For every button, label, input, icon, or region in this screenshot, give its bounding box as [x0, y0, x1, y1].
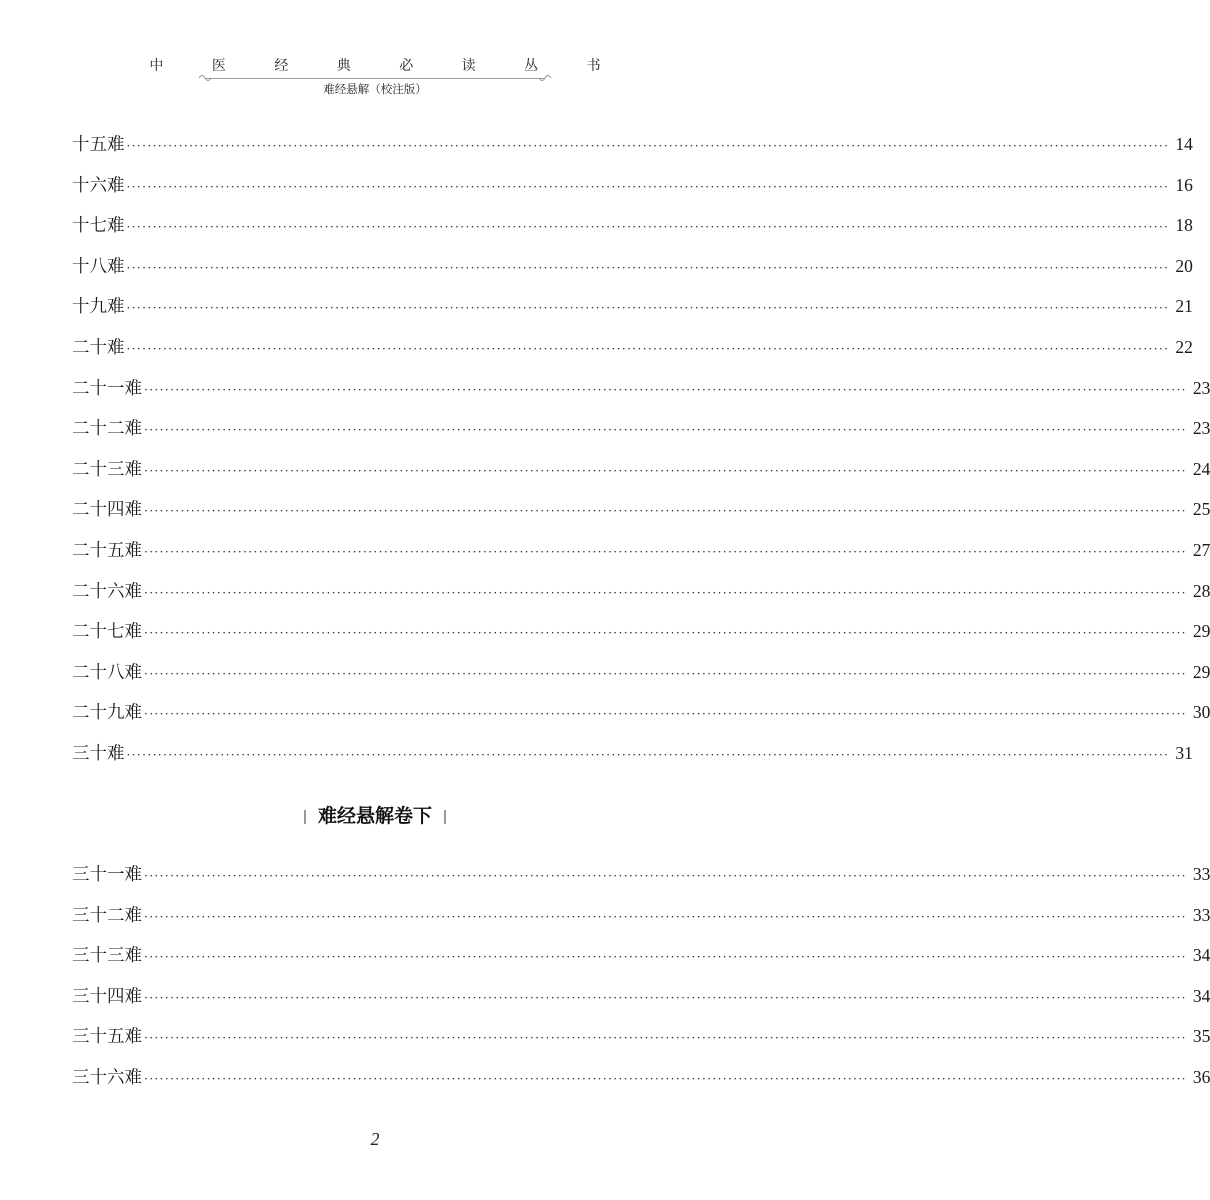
toc-entry[interactable] [72, 214, 1193, 255]
toc-entry[interactable] [72, 539, 1210, 580]
toc-entry-label: 二十九难 [72, 703, 142, 724]
toc-entry-page: 25 [1192, 499, 1210, 520]
toc-entry-label: 二十二难 [72, 419, 142, 440]
toc-leader-dots: ········································································································································································································ [126, 179, 1170, 194]
toc-entry-page: 31 [1175, 742, 1193, 763]
toc-entry[interactable] [72, 701, 1210, 742]
section-heading-text: 难经悬解卷下 [317, 805, 432, 827]
toc-entry-page: 16 [1175, 174, 1193, 195]
running-header [0, 0, 750, 110]
toc-entry[interactable] [72, 620, 1210, 661]
toc-entry-label: 十六难 [72, 175, 125, 196]
toc-entry-page: 35 [1192, 1026, 1210, 1047]
heading-bar-right [444, 810, 446, 824]
toc-leader-dots: ········································································································································································································ [144, 869, 1187, 883]
toc-entry-label: 二十一难 [72, 378, 142, 399]
toc-entry[interactable] [72, 295, 1193, 336]
toc-leader-dots: ········································································································································································································ [144, 544, 1187, 559]
toc-entry-page: 21 [1175, 296, 1193, 317]
toc-entry-page: 23 [1192, 418, 1210, 439]
book-title: 难经悬解（校注版） [323, 82, 427, 96]
toc-entry[interactable] [72, 742, 1193, 783]
toc-entry[interactable] [72, 336, 1193, 377]
toc-list-part2 [72, 863, 1210, 1107]
toc-leader-dots: ········································································································································································································ [126, 139, 1170, 153]
toc-leader-dots: ········································································································································································································ [144, 990, 1187, 1005]
page-number: 2 [370, 1129, 380, 1149]
toc-entry-page: 36 [1192, 1066, 1210, 1087]
toc-entry-label: 十八难 [72, 256, 125, 277]
toc-entry-label: 三十一难 [72, 865, 142, 885]
toc-leader-dots: ········································································································································································································ [144, 1071, 1187, 1086]
toc-entry-page: 34 [1192, 985, 1210, 1006]
toc-entry-label: 十七难 [72, 216, 125, 237]
toc-entry-page: 18 [1175, 215, 1193, 236]
toc-entry-page: 23 [1192, 377, 1210, 398]
toc-leader-dots: ········································································································································································································ [144, 707, 1187, 722]
heading-bar-left [304, 810, 306, 824]
toc-entry-label: 三十六难 [72, 1067, 142, 1088]
toc-entry-label: 三十三难 [72, 946, 142, 967]
toc-entry-page: 28 [1192, 580, 1210, 601]
toc-entry-label: 二十难 [72, 337, 125, 358]
toc-entry-label: 十五难 [72, 135, 125, 155]
toc-leader-dots: ········································································································································································································ [144, 463, 1187, 478]
toc-entry[interactable] [72, 133, 1193, 174]
toc-entry[interactable] [72, 863, 1210, 904]
toc-leader-dots: ········································································································································································································ [144, 950, 1187, 965]
toc-leader-dots: ········································································································································································································ [144, 666, 1187, 681]
toc-entry-page: 34 [1192, 945, 1210, 966]
toc-entry[interactable] [72, 904, 1210, 945]
toc-entry[interactable] [72, 580, 1210, 621]
toc-entry[interactable] [72, 985, 1210, 1026]
toc-entry[interactable] [72, 458, 1210, 499]
toc-entry-label: 二十五难 [72, 540, 142, 561]
toc-leader-dots: ········································································································································································································ [144, 585, 1187, 600]
toc-entry-label: 三十二难 [72, 905, 142, 926]
series-title: 中 医 经 典 必 读 丛 书 [149, 58, 623, 74]
toc-entry-label: 三十五难 [72, 1027, 142, 1048]
toc-entry-page: 33 [1192, 864, 1210, 884]
toc-entry[interactable] [72, 498, 1210, 539]
toc-entry-label: 二十七难 [72, 622, 142, 643]
toc-entry-page: 29 [1192, 621, 1210, 642]
toc-entry[interactable] [72, 1066, 1210, 1107]
toc-entry-page: 14 [1175, 134, 1193, 154]
toc-entry-page: 22 [1175, 336, 1193, 357]
toc-entry[interactable] [72, 1025, 1210, 1066]
toc-leader-dots: ········································································································································································································ [144, 626, 1187, 641]
toc-entry[interactable] [72, 174, 1193, 215]
toc-leader-dots: ········································································································································································································ [126, 341, 1170, 356]
toc-entry-label: 二十六难 [72, 581, 142, 602]
toc-entry[interactable] [72, 661, 1210, 702]
toc-entry-page: 24 [1192, 458, 1210, 479]
toc-entry-page: 20 [1175, 255, 1193, 276]
toc-leader-dots: ········································································································································································································ [144, 1031, 1187, 1046]
toc-list-part1 [72, 133, 1210, 783]
toc-entry-label: 二十八难 [72, 662, 142, 683]
toc-entry-page: 33 [1192, 904, 1210, 925]
toc-entry-page: 27 [1192, 539, 1210, 560]
toc-leader-dots: ········································································································································································································ [144, 382, 1187, 397]
header-rule [205, 78, 545, 79]
toc-leader-dots: ········································································································································································································ [144, 909, 1187, 924]
toc-entry-label: 二十三难 [72, 459, 142, 480]
toc-entry-label: 二十四难 [72, 500, 142, 521]
toc-leader-dots: ········································································································································································································ [126, 220, 1170, 235]
toc-entry[interactable] [72, 255, 1193, 296]
toc-entry-label: 十九难 [72, 297, 125, 318]
toc-entry[interactable] [72, 417, 1210, 458]
toc-leader-dots: ········································································································································································································ [126, 260, 1170, 275]
toc-leader-dots: ········································································································································································································ [126, 747, 1170, 762]
toc-entry[interactable] [72, 377, 1210, 418]
toc-leader-dots: ········································································································································································································ [144, 423, 1187, 438]
toc-entry[interactable] [72, 944, 1210, 985]
section-heading [0, 801, 750, 828]
toc-leader-dots: ········································································································································································································ [144, 504, 1187, 519]
toc-leader-dots: ········································································································································································································ [126, 301, 1170, 316]
toc-entry-page: 29 [1192, 661, 1210, 682]
toc-entry-label: 三十难 [72, 743, 125, 764]
toc-entry-page: 30 [1192, 702, 1210, 723]
toc-entry-label: 三十四难 [72, 986, 142, 1007]
